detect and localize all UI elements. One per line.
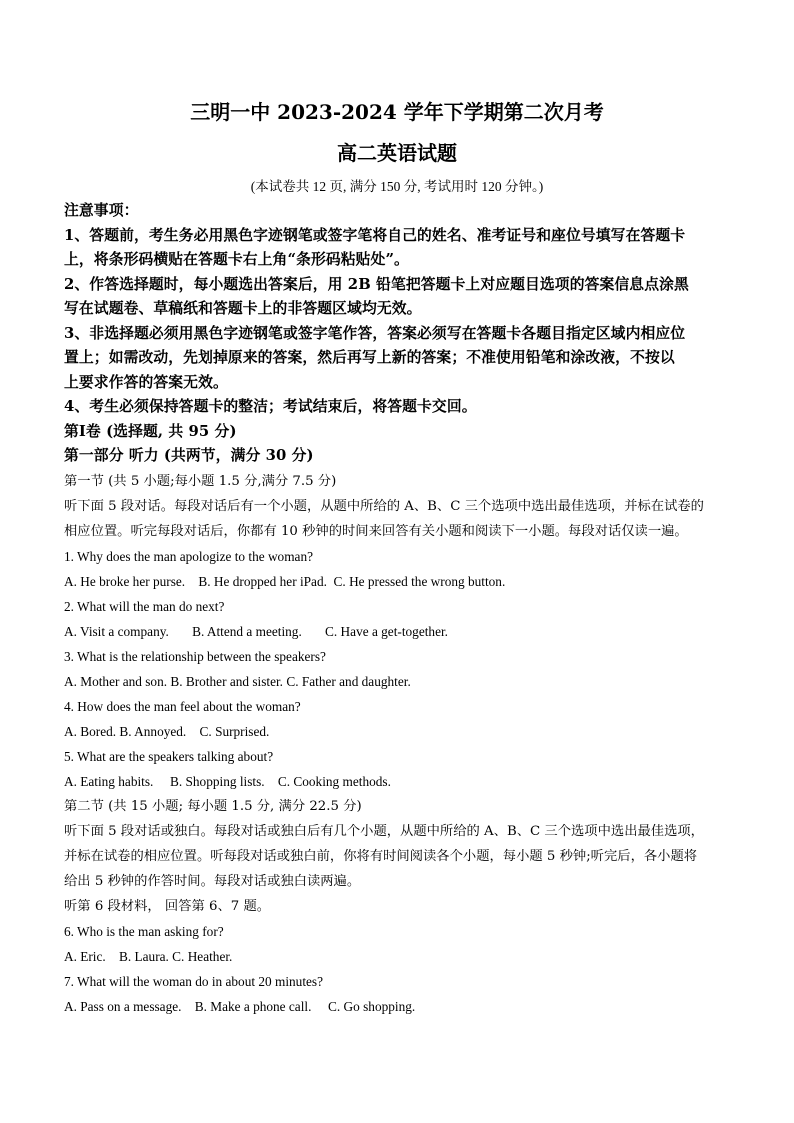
section1-instruction: 相应位置。听完每段对话后，你都有 10 秒钟的时间来回答有关小题和阅读下一小题。每段对话仅读一遍。 [64, 523, 688, 539]
part1-heading: 第一部分 听力 (共两节，满分 30 分) [64, 447, 314, 464]
note-line: 上要求作答的答案无效。 [64, 373, 228, 391]
question-5: 5. What are the speakers talking about? [64, 748, 274, 764]
section1-instruction: 听下面 5 段对话。每段对话后有一个小题，从题中所给的 A、B、C 三个选项中选出最佳选项，并标在试卷的 [64, 498, 704, 514]
options-1: A. He broke her purse. B. He dropped her iPad. C. He pressed the wrong button. [64, 573, 506, 589]
question-3: 3. What is the relationship between the speakers? [64, 648, 326, 664]
note-line: 1、答题前，考生务必用黑色字迹钢笔或签字笔将自己的姓名、准考证号和座位号填写在答题卡 [64, 226, 686, 244]
exam-body [64, 199, 736, 1019]
note-line: 3、非选择题必须用黑色字迹钢笔或签字笔作答，答案必须写在答题卡各题目指定区域内相应位 [64, 324, 686, 342]
options-7: A. Pass on a message. B. Make a phone call. C. Go shopping. [64, 998, 416, 1014]
note-line: 置上；如需改动，先划掉原来的答案，然后再写上新的答案；不准使用铅笔和涂改液，不按以 [64, 349, 675, 366]
note-line: 上，将条形码横贴在答题卡右上角“条形码粘贴处”。 [64, 251, 409, 268]
question-6: 6. Who is the man asking for? [64, 923, 224, 939]
material-6-note: 听第 6 段材料， 回答第 6、7 题。 [64, 898, 271, 914]
question-2: 2. What will the man do next? [64, 598, 225, 614]
question-4: 4. How does the man feel about the woman? [64, 698, 301, 714]
exam-subtitle: 高二英语试题 [337, 141, 457, 165]
section2-instruction: 给出 5 秒钟的作答时间。每段对话或独白读两遍。 [64, 873, 361, 889]
options-4: A. Bored. B. Annoyed. C. Surprised. [64, 723, 270, 739]
options-5: A. Eating habits. B. Shopping lists. C. Cooking methods. [64, 773, 391, 789]
note-line: 写在试题卷、草稿纸和答题卡上的非答题区域均无效。 [64, 300, 422, 317]
options-3: A. Mother and son. B. Brother and sister. C. Father and daughter. [64, 673, 411, 689]
notes-heading: 注意事项： [64, 202, 139, 219]
volume-heading: 第Ⅰ卷 (选择题, 共 95 分) [64, 422, 237, 440]
question-1: 1. Why does the man apologize to the woman? [64, 548, 314, 564]
options-6: A. Eric. B. Laura. C. Heather. [64, 948, 233, 964]
note-line: 2、作答选择题时，每小题选出答案后，用 2B 铅笔把答题卡上对应题目选项的答案信息点涂黑 [64, 275, 689, 293]
section2-heading: 第二节 (共 15 小题; 每小题 1.5 分, 满分 22.5 分) [64, 798, 362, 814]
options-2: A. Visit a company. B. Attend a meeting. C. Have a get-together. [64, 623, 448, 639]
section2-instruction: 并标在试卷的相应位置。听每段对话或独白前，你将有时间阅读各个小题，每小题 5 秒钟;听完后，各小题将 [64, 848, 698, 864]
note-line: 4、考生必须保持答题卡的整洁；考试结束后，将答题卡交回。 [64, 398, 477, 415]
section2-instruction: 听下面 5 段对话或独白。每段对话或独白后有几个小题，从题中所给的 A、B、C 三个选项中选出最佳选项， [64, 823, 704, 839]
question-7: 7. What will the woman do in about 20 minutes? [64, 973, 324, 989]
section1-heading: 第一节 (共 5 小题;每小题 1.5 分,满分 7.5 分) [64, 473, 337, 489]
exam-info: (本试卷共 12 页, 满分 150 分, 考试用时 120 分钟。) [250, 179, 544, 194]
exam-title: 三明一中 2023-2024 学年下学期第二次月考 [190, 100, 604, 124]
